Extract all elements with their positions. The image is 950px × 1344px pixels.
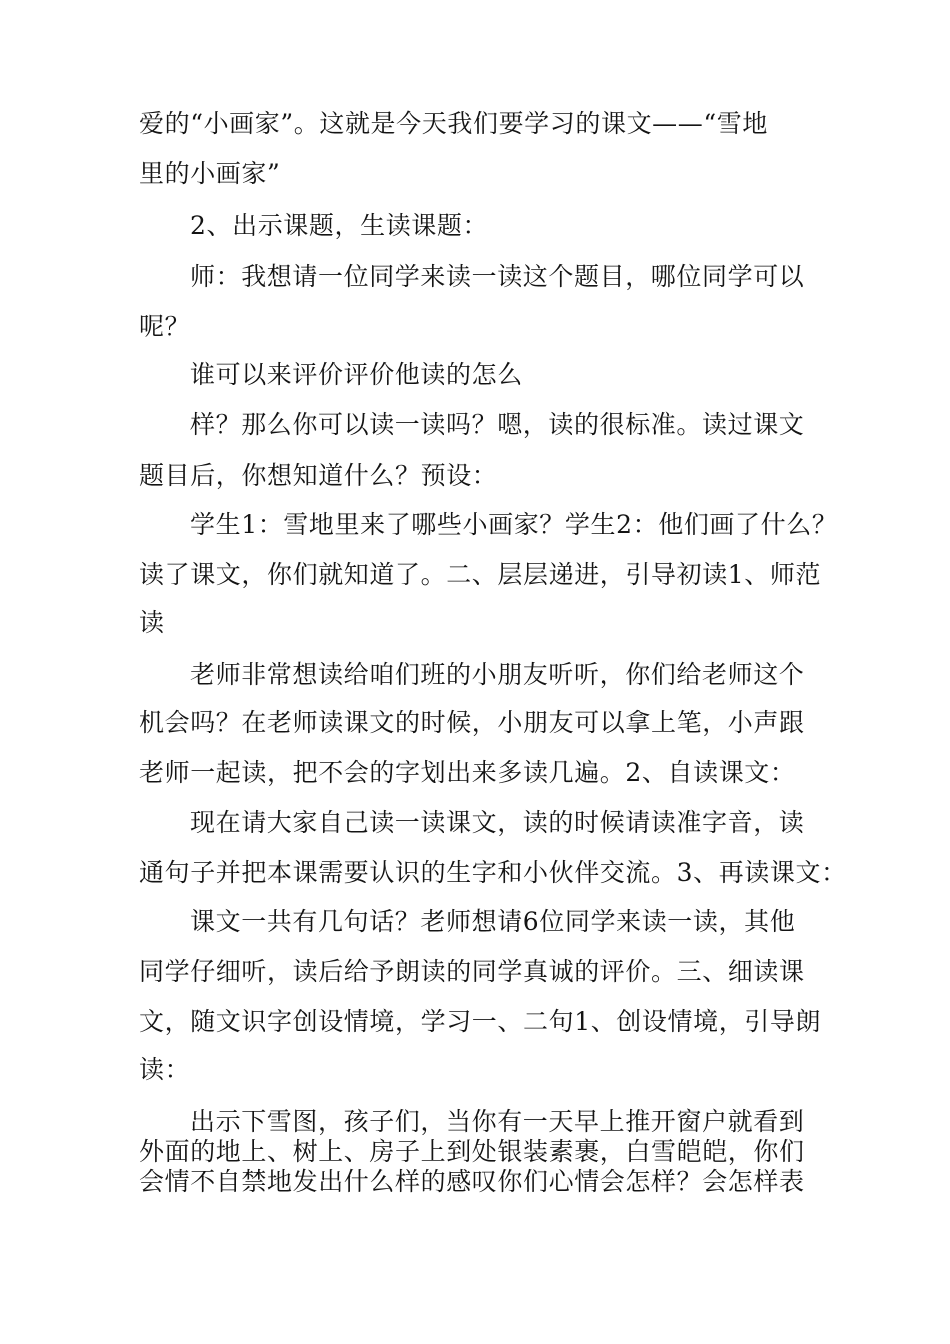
text-line: 样？那么你可以读一读吗？嗯，读的很标准。读过课文 (190, 410, 805, 439)
text-line: 学生1：雪地里来了哪些小画家？学生2：他们画了什么？ (190, 510, 838, 539)
text-line: 现在请大家自己读一读课文，读的时候请读准字音，读 (190, 808, 805, 837)
text-line: 读 (139, 608, 165, 637)
text-line: 老师一起读，把不会的字划出来多读几遍。2、自读课文： (139, 758, 796, 787)
text-line: 文，随文识字创设情境，学习一、二句1、创设情境，引导朗 (139, 1007, 822, 1036)
text-line: 出示下雪图，孩子们，当你有一天早上推开窗户就看到 (190, 1107, 805, 1136)
text-line: 机会吗？在老师读课文的时候，小朋友可以拿上笔，小声跟 (139, 708, 805, 737)
text-line: 读了课文，你们就知道了。二、层层递进，引导初读1、师范 (139, 560, 822, 589)
text-line: 谁可以来评价评价他读的怎么 (190, 360, 523, 389)
text-line: 题目后，你想知道什么？预设： (139, 461, 498, 490)
text-line: 课文一共有几句话？老师想请6位同学来读一读，其他 (190, 907, 796, 936)
text-line: 老师非常想读给咱们班的小朋友听听，你们给老师这个 (190, 660, 805, 689)
text-line: 读： (139, 1055, 191, 1084)
text-line: 里的小画家” (139, 159, 281, 188)
text-line: 2、出示课题，生读课题： (190, 211, 489, 240)
text-line: 爱的“小画家”。这就是今天我们要学习的课文——“雪地 (139, 109, 768, 138)
text-line: 会情不自禁地发出什么样的感叹你们心情会怎样？会怎样表 (139, 1167, 805, 1196)
text-line: 外面的地上、树上、房子上到处银装素裹，白雪皑皑，你们 (139, 1137, 805, 1166)
text-line: 同学仔细听，读后给予朗读的同学真诚的评价。三、细读课 (139, 957, 805, 986)
text-line: 呢？ (139, 312, 191, 341)
text-line: 通句子并把本课需要认识的生字和小伙伴交流。3、再读课文： (139, 858, 847, 887)
text-line: 师：我想请一位同学来读一读这个题目，哪位同学可以 (190, 262, 805, 291)
